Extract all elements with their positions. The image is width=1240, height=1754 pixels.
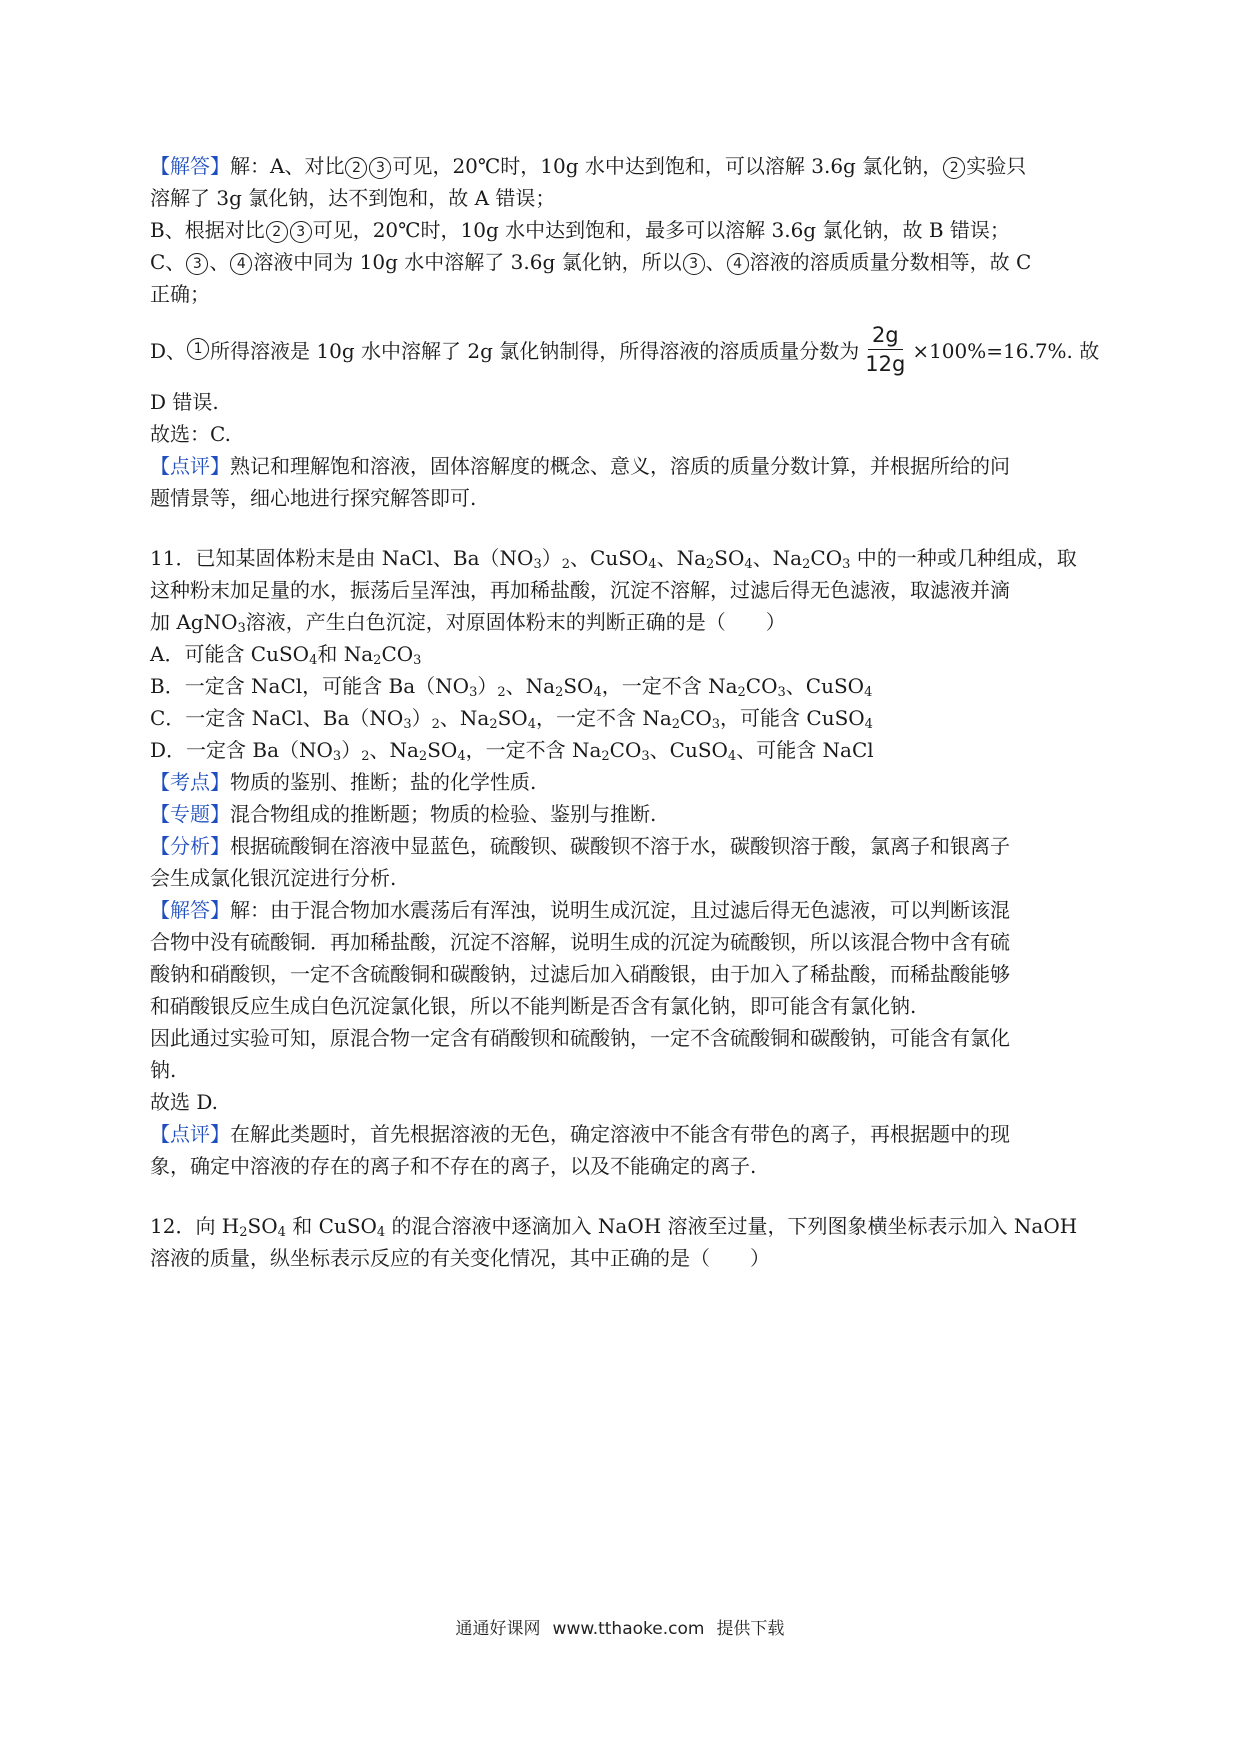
question-stem: 12．向 $H_2SO_4$ 和 CuSO$_4$ 的混合溶液中逐滴加入 NaOH 溶液至过量，下列图象横坐标表示加入 NaOH <box>150 1214 1078 1240</box>
circled-number: 2 <box>266 221 288 243</box>
text-line: 因此通过实验可知，原混合物一定含有硝酸钡和硫酸钠，一定不含硫酸铜和碳酸钠，可能含有氯化 <box>150 1026 1010 1050</box>
question-11 <box>150 542 1100 1182</box>
tag-jieda: 【解答】 <box>150 154 230 178</box>
question-stem: 溶液的质量，纵坐标表示反应的有关变化情况，其中正确的是（ ） <box>150 1246 770 1270</box>
page-footer <box>0 1614 1240 1639</box>
fraction <box>861 322 909 377</box>
footer-site-name: 通通好课网 <box>455 1619 541 1639</box>
circled-number: 3 <box>683 253 705 275</box>
circled-number: 2 <box>943 157 965 179</box>
circled-number: 3 <box>186 253 208 275</box>
footer-provide: 提供下载 <box>716 1619 785 1639</box>
tag-jieda: 【解答】 <box>150 898 230 922</box>
text-line: 【解答】解：A、对比 2 3 可见，20℃时，10g 水中达到饱和，可以溶解 3.6g 氯化钠， 2 实验只 <box>150 154 1027 178</box>
dianping-line: 【点评】在解此类题时，首先根据溶液的无色，确定溶液中不能含有带色的离子，再根据题中的现 <box>150 1122 1010 1146</box>
text-line: 钠. <box>150 1058 177 1082</box>
footer-url[interactable]: www.tthaoke.com <box>552 1619 705 1639</box>
text-line: 溶解了 3g 氯化钠，达不到饱和，故 A 错误； <box>150 186 556 210</box>
answer-line: 故选：C. <box>150 422 231 446</box>
option-a: A．可能含 CuSO$_4$和 $Na_2CO_3$ <box>150 642 422 668</box>
jieda-line: 【解答】解：由于混合物加水震荡后有浑浊，说明生成沉淀，且过滤后得无色滤液，可以判断该混 <box>150 898 1010 922</box>
circled-number: 3 <box>369 157 391 179</box>
fenxi-line: 【分析】根据硫酸铜在溶液中显蓝色，硫酸钡、碳酸钡不溶于水，碳酸钡溶于酸，氯离子和银离子 <box>150 834 1010 858</box>
option-c: C．一定含 NaCl、$Ba(NO_3)_2$、$Na_2SO_4$，一定不含 $Na_2CO_3$，可能含 CuSO$_4$ <box>150 706 873 732</box>
option-b: B．一定含 NaCl，可能含 $Ba(NO_3)_2$、$Na_2SO_4$，一定不含 $Na_2CO_3$、CuSO$_4$ <box>150 674 873 700</box>
answer-line: 故选 D. <box>150 1090 219 1114</box>
question-stem: 这种粉末加足量的水，振荡后呈浑浊，再加稀盐酸，沉淀不溶解，过滤后得无色滤液，取滤液并滴 <box>150 578 1010 602</box>
circled-number: 2 <box>345 157 367 179</box>
solution-10 <box>150 150 1100 514</box>
text-line: C、 3 、 4 溶液中同为 10g 水中溶解了 3.6g 氯化钠，所以 3 、 4 溶液的溶质质量分数相等，故 C <box>150 250 1032 274</box>
text-line: B、根据对比 2 3 可见，20℃时，10g 水中达到饱和，最多可以溶解 3.6g 氯化钠，故 B 错误； <box>150 218 1010 242</box>
text-line: 和硝酸银反应生成白色沉淀氯化银，所以不能判断是否含有氯化钠，即可能含有氯化钠. <box>150 994 917 1018</box>
tag-zhuanti: 【专题】 <box>150 802 230 826</box>
question-stem: 加 AgNO$_3$溶液，产生白色沉淀，对原固体粉末的判断正确的是（ ） <box>150 610 786 636</box>
text-line: 【点评】熟记和理解饱和溶液，固体溶解度的概念、意义，溶质的质量分数计算，并根据所给的问 <box>150 454 1010 478</box>
circled-number: 4 <box>230 253 252 275</box>
circled-number: 4 <box>727 253 749 275</box>
page-content <box>150 150 1100 1274</box>
fraction-numerator: 2g <box>868 322 903 350</box>
fraction-denominator: 12g <box>865 351 906 376</box>
option-d: D．一定含 $Ba(NO_3)_2$、$Na_2SO_4$，一定不含 $Na_2CO_3$、CuSO$_4$、可能含 NaCl <box>150 738 874 764</box>
tag-fenxi: 【分析】 <box>150 834 230 858</box>
text-line: 会生成氯化银沉淀进行分析. <box>150 866 397 890</box>
tag-dianping: 【点评】 <box>150 1122 230 1146</box>
text-line: 正确； <box>150 282 210 306</box>
kaodian-line: 【考点】物质的鉴别、推断；盐的化学性质. <box>150 770 537 794</box>
zhuanti-line: 【专题】混合物组成的推断题；物质的检验、鉴别与推断. <box>150 802 657 826</box>
text-line: 酸钠和硝酸钡，一定不含硫酸铜和碳酸钠，过滤后加入硝酸银，由于加入了稀盐酸，而稀盐酸能够 <box>150 962 1010 986</box>
question-12 <box>150 1210 1100 1274</box>
text-line: D 错误. <box>150 390 219 414</box>
circled-number: 3 <box>290 221 312 243</box>
text-line: 象，确定中溶液的存在的离子和不存在的离子，以及不能确定的离子. <box>150 1154 757 1178</box>
tag-dianping: 【点评】 <box>150 454 230 478</box>
question-stem: 11．已知某固体粉末是由 NaCl、$Ba(NO_3)_2$、CuSO$_4$、$Na_2SO_4$、$Na_2CO_3$ 中的一种或几种组成，取 <box>150 546 1077 572</box>
text-line: 合物中没有硫酸铜．再加稀盐酸，沉淀不溶解，说明生成的沉淀为硫酸钡，所以该混合物中含有硫 <box>150 930 1010 954</box>
circled-number: 1 <box>187 338 209 360</box>
formula-line: D、 1 所得溶液是 10g 水中溶解了 2g 氯化钠制得，所得溶液的溶质质量分数为 $\frac{2g}{12g}$ ×100%=16.7%. 故 <box>150 322 1100 376</box>
tag-kaodian: 【考点】 <box>150 770 230 794</box>
text-line: 题情景等，细心地进行探究解答即可. <box>150 486 477 510</box>
